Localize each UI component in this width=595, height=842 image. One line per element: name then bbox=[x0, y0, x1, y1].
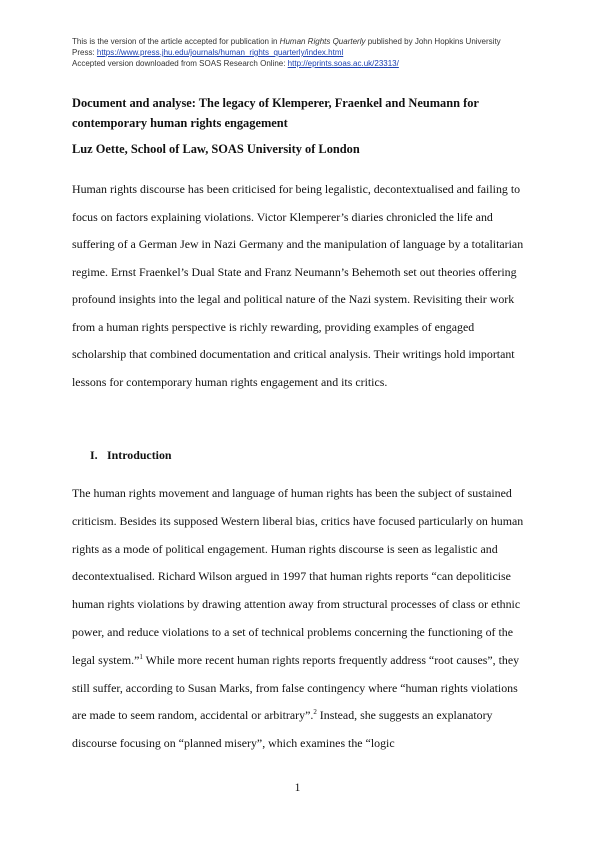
page-number: 1 bbox=[294, 782, 301, 794]
repository-notice bbox=[72, 36, 542, 69]
publisher-link-line: Press: https://www.press.jhu.edu/journals/human_rights_quarterly/index.html bbox=[72, 48, 344, 57]
abstract bbox=[72, 176, 527, 396]
repository-link-line: Accepted version downloaded from SOAS Research Online: http://eprints.soas.ac.uk/23313/ bbox=[72, 59, 399, 68]
section-heading bbox=[90, 447, 172, 463]
abstract-text: Human rights discourse has been criticised for being legalistic, decontextualised and failing to focus on factors explaining violations. Victor Klemperer’s diaries chronicled the life and suffering of a German Jew in Nazi Germany and the manipulation of language by a totalitarian regime. Ernst Fraenkel’s Dual State and Franz Neumann’s Behemoth set out theories offering profound insights into the legal and political nature of the Nazi system. Revisiting their work from a human rights perspective is richly rewarding, providing examples of engaged scholarship that combined documentation and critical analysis. Their writings hold important lessons for contemporary human rights engagement and its critics. bbox=[72, 182, 524, 389]
section-title: Introduction bbox=[107, 448, 172, 462]
journal-name: Human Rights Quarterly bbox=[279, 37, 366, 46]
publisher-link[interactable]: https://www.press.jhu.edu/journals/human_rights_quarterly/index.html bbox=[96, 48, 344, 57]
section-number: I. bbox=[90, 448, 98, 462]
author-line: Luz Oette, School of Law, SOAS University of London bbox=[72, 142, 360, 156]
repository-link[interactable]: http://eprints.soas.ac.uk/23313/ bbox=[287, 59, 399, 68]
footnote-ref-2[interactable]: 2 bbox=[313, 708, 317, 717]
footnote-ref-1[interactable]: 1 bbox=[139, 652, 143, 661]
article-title: Document and analyse: The legacy of Klemperer, Fraenkel and Neumann for contemporary human rights engagement bbox=[72, 96, 479, 130]
body-paragraph: The human rights movement and language of human rights has been the subject of sustained criticism. Besides its supposed Western liberal bias, critics have focused particularly on human rights as a mode of political engagement. Human rights discourse is seen as legalistic and decontextualised. Richard Wilson argued in 1997 that human rights reports “can depoliticise human rights violations by drawing attention away from structural processes of class or ethnic power, and reduce violations to a set of technical problems concerning the functioning of the legal system.”$^1$ While more recent human rights reports frequently address “root causes”, they still suffer, according to Susan Marks, from false contingency where “human rights violations are made to seem random, accidental or arbitrary”.$^2$ Instead, she suggests an explanatory discourse focusing on “planned misery”, which examines the “logic bbox=[72, 486, 524, 751]
publication-notice-line: This is the version of the article accepted for publication in Human Rights Quarterly published by John Hopkins University bbox=[72, 37, 501, 46]
